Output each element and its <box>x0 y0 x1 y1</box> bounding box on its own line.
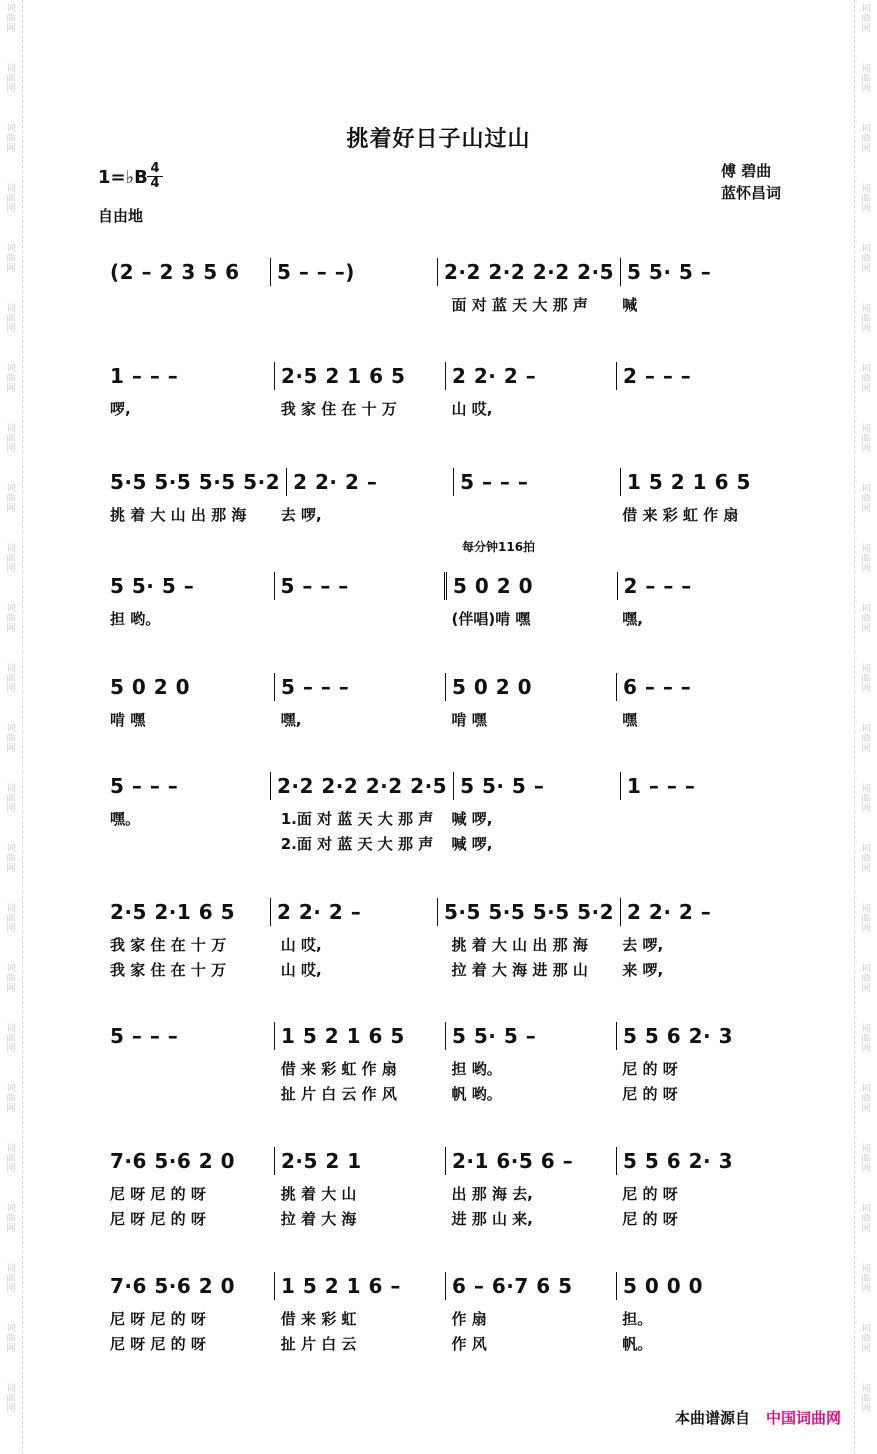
watermark-text: 词 曲 网 <box>861 244 871 274</box>
lyric-segment: 嘿 <box>622 711 638 729</box>
lyrics-line <box>104 398 787 420</box>
watermark-text: 词 曲 网 <box>861 724 871 754</box>
lyric-segment: 尼 的 呀 <box>622 1210 678 1228</box>
lyric-segment: 尼 的 呀 <box>622 1085 678 1103</box>
time-numerator: 4 <box>147 162 163 177</box>
watermark-text: 词 曲 网 <box>861 64 871 94</box>
lyrics-line <box>104 294 787 316</box>
measure: (2 – 2 3 5 6 <box>110 260 240 284</box>
measure: 5·5 5·5 5·5 5·2 <box>110 470 281 494</box>
lyric-segment <box>104 833 275 855</box>
measure: 5 5· 5 – <box>445 1022 616 1050</box>
measure: 1 – – – <box>620 772 787 800</box>
watermark-text: 词 曲 网 <box>861 844 871 874</box>
lyric-segment: 去 啰, <box>622 936 664 954</box>
score-system <box>104 1262 787 1357</box>
measure: 2 2· 2 – <box>270 898 437 926</box>
measure: 5 5· 5 – <box>620 258 787 286</box>
lyric-segment <box>275 608 446 630</box>
watermark-text: 词 曲 网 <box>6 424 16 454</box>
time-denominator: 4 <box>150 176 160 191</box>
lyric-segment: 嘿, <box>280 711 302 729</box>
lyric-segment: 面 对 蓝 天 大 那 声 <box>451 296 588 314</box>
measure: 2·2 2·2 2·2 2·5 <box>437 258 620 286</box>
lyric-segment: 尼 的 呀 <box>622 1185 678 1203</box>
measure: 5 5· 5 – <box>453 772 620 800</box>
watermark-text: 词 曲 网 <box>861 124 871 154</box>
watermark-text: 词 曲 网 <box>861 1084 871 1114</box>
measure: 6 – – – <box>616 673 787 701</box>
watermark-text: 词 曲 网 <box>6 724 16 754</box>
lyric-segment: 啃 嘿 <box>451 711 487 729</box>
measure: 5 – – – <box>453 468 620 496</box>
watermark-text: 词 曲 网 <box>861 4 871 34</box>
watermark-text: 词 曲 网 <box>861 484 871 514</box>
lyrics-line <box>104 504 787 526</box>
lyric-segment: 喊 啰, <box>451 810 493 828</box>
watermark-text: 词 曲 网 <box>6 4 16 34</box>
watermark-text: 词 曲 网 <box>6 1024 16 1054</box>
lyric-segment: 尼 呀 尼 的 呀 <box>110 1335 206 1353</box>
lyric-segment: 1.面 对 蓝 天 大 那 声 <box>280 810 434 828</box>
lyrics-line <box>104 608 787 630</box>
score-system <box>104 888 787 983</box>
watermark-text: 词 曲 网 <box>6 964 16 994</box>
lyric-segment: 扯 片 白 云 作 风 <box>280 1085 397 1103</box>
measure: 2·2 2·2 2·2 2·5 <box>270 772 453 800</box>
tempo-marking: 自由地 <box>98 207 144 225</box>
watermark-text: 词 曲 网 <box>6 64 16 94</box>
lyrics-line <box>104 709 787 731</box>
lyric-segment: 我 家 住 在 十 万 <box>110 936 227 954</box>
lyric-segment <box>275 294 446 316</box>
lyric-segment: 作 风 <box>451 1335 487 1353</box>
lyrics-line <box>104 1058 787 1080</box>
lyric-segment: 担 哟。 <box>110 610 161 628</box>
lyric-segment: 借 来 彩 虹 <box>280 1310 357 1328</box>
measure: 2·5 2 1 6 5 <box>274 362 445 390</box>
watermark-text: 词 曲 网 <box>861 1024 871 1054</box>
lyric-segment: 帆 哟。 <box>451 1085 502 1103</box>
lyric-segment: 挑 着 大 山 <box>280 1185 357 1203</box>
site-name[interactable]: 中国词曲网 <box>765 1409 841 1427</box>
lyric-segment: 挑 着 大 山 出 那 海 <box>110 506 247 524</box>
measure: 5 – – – <box>110 1024 179 1048</box>
measure: 5 – – –) <box>270 258 437 286</box>
watermark-text: 词 曲 网 <box>6 304 16 334</box>
lyric-segment: 嘿。 <box>110 810 141 828</box>
watermark-text: 词 曲 网 <box>6 904 16 934</box>
watermark-text: 词 曲 网 <box>6 1264 16 1294</box>
watermark-text: 词 曲 网 <box>6 664 16 694</box>
measure: 2 – – – <box>617 572 788 600</box>
lyric-segment: 嘿, <box>622 610 643 628</box>
measure: 1 – – – <box>110 364 179 388</box>
watermark-text: 词 曲 网 <box>861 604 871 634</box>
measure: 2 2· 2 – <box>445 362 616 390</box>
score-system <box>104 663 787 758</box>
lyrics-line <box>104 1333 787 1355</box>
lyrics-line <box>104 1308 787 1330</box>
lyric-segment <box>104 294 275 316</box>
measure: 2·5 2·1 6 5 <box>110 900 236 924</box>
lyric-segment: 出 那 海 去, <box>451 1185 533 1203</box>
lyric-segment: 2.面 对 蓝 天 大 那 声 <box>280 835 434 853</box>
measure: 5 0 2 0 <box>445 673 616 701</box>
watermark-text: 词 曲 网 <box>6 1144 16 1174</box>
lyric-segment: 担。 <box>622 1310 653 1328</box>
lyric-segment: 喊 啰, <box>451 835 493 853</box>
measure: 5 0 0 0 <box>616 1272 787 1300</box>
watermark-text: 词 曲 网 <box>861 304 871 334</box>
score-system <box>104 762 787 857</box>
tempo-change: 每分钟116拍 <box>462 540 536 554</box>
source-footer <box>675 1407 841 1428</box>
watermark-text: 词 曲 网 <box>6 1324 16 1354</box>
key-signature: 1=♭B <box>98 167 148 188</box>
watermark-text: 词 曲 网 <box>861 784 871 814</box>
notes-row <box>104 898 787 926</box>
watermark-text: 词 曲 网 <box>6 844 16 874</box>
measure: 2 2· 2 – <box>620 898 787 926</box>
watermark-text: 词 曲 网 <box>6 604 16 634</box>
notes-row <box>104 1147 787 1175</box>
measure: 5 – – – <box>274 572 445 600</box>
notes-row <box>104 572 787 600</box>
score-system <box>104 1137 787 1232</box>
score-system <box>104 1012 787 1107</box>
lyric-segment: 啃 嘿 <box>110 711 146 729</box>
watermark-text: 词 曲 网 <box>861 964 871 994</box>
measure: 1 5 2 1 6 5 <box>620 468 787 496</box>
measure: 5 0 2 0 <box>444 572 617 600</box>
notes-row <box>104 258 787 286</box>
lyrics-line <box>104 833 787 855</box>
measure: 5 – – – <box>274 673 445 701</box>
lyric-segment <box>446 504 617 526</box>
lyric-segment: 帆。 <box>622 1335 653 1353</box>
lyric-segment: 尼 呀 尼 的 呀 <box>110 1310 206 1328</box>
lyric-segment: 进 那 山 来, <box>451 1210 533 1228</box>
measure: 5 5 6 2· 3 <box>616 1147 787 1175</box>
lyric-segment: 尼 呀 尼 的 呀 <box>110 1185 206 1203</box>
watermark-text: 词 曲 网 <box>6 484 16 514</box>
lyric-segment: 借 来 彩 虹 作 扇 <box>622 506 739 524</box>
lyrics-line <box>104 1208 787 1230</box>
left-watermark-strip <box>0 0 23 1454</box>
source-label: 本曲谱源自 <box>674 1409 750 1427</box>
lyric-segment <box>104 1083 275 1105</box>
score-system <box>104 458 787 553</box>
lyric-segment <box>104 1058 275 1080</box>
watermark-text: 词 曲 网 <box>6 364 16 394</box>
credits <box>721 160 781 204</box>
watermark-text: 词 曲 网 <box>861 1204 871 1234</box>
measure: 5·5 5·5 5·5 5·2 <box>437 898 620 926</box>
watermark-text: 词 曲 网 <box>861 364 871 394</box>
watermark-text: 词 曲 网 <box>861 1264 871 1294</box>
score-system <box>104 352 787 447</box>
measure: 6 – 6·7 6 5 <box>445 1272 616 1300</box>
lyric-segment: 尼 的 呀 <box>622 1060 678 1078</box>
watermark-text: 词 曲 网 <box>6 1204 16 1234</box>
lyric-segment <box>616 833 787 855</box>
lyric-segment <box>616 398 787 420</box>
measure: 1 5 2 1 6 – <box>274 1272 445 1300</box>
measure: 5 0 2 0 <box>110 675 191 699</box>
watermark-text: 词 曲 网 <box>6 1384 16 1414</box>
lyric-segment: 担 哟。 <box>451 1060 502 1078</box>
watermark-text: 词 曲 网 <box>861 904 871 934</box>
time-signature <box>147 162 163 191</box>
lyrics-line <box>104 934 787 956</box>
right-watermark-strip <box>854 0 877 1454</box>
watermark-text: 词 曲 网 <box>861 1324 871 1354</box>
measure: 7·6 5·6 2 0 <box>110 1149 236 1173</box>
watermark-text: 词 曲 网 <box>861 1384 871 1414</box>
measure: 2 – – – <box>616 362 787 390</box>
lyric-segment: 扯 片 白 云 <box>280 1335 357 1353</box>
watermark-text: 词 曲 网 <box>6 544 16 574</box>
watermark-text: 词 曲 网 <box>6 124 16 154</box>
score-system <box>104 540 787 657</box>
lyric-segment: 去 啰, <box>280 506 322 524</box>
measure: 2 2· 2 – <box>286 468 453 496</box>
lyric-segment: 借 来 彩 虹 作 扇 <box>280 1060 397 1078</box>
watermark-text: 词 曲 网 <box>6 244 16 274</box>
lyric-segment: 作 扇 <box>451 1310 487 1328</box>
measure: 1 5 2 1 6 5 <box>274 1022 445 1050</box>
notes-row <box>104 1272 787 1300</box>
watermark-text: 词 曲 网 <box>861 664 871 694</box>
lyrics-line <box>104 1183 787 1205</box>
watermark-text: 词 曲 网 <box>861 544 871 574</box>
notes-row <box>104 362 787 390</box>
lyricist-credit: 蓝怀昌词 <box>720 184 781 202</box>
notes-row <box>104 468 787 496</box>
lyric-segment: 喊 <box>622 296 638 314</box>
lyric-segment: 啰, <box>110 400 131 418</box>
lyric-segment: (伴唱)啃 嘿 <box>451 610 531 628</box>
score-system <box>104 248 787 343</box>
lyric-segment: 挑 着 大 山 出 那 海 <box>451 936 588 954</box>
measure: 2·5 2 1 <box>274 1147 445 1175</box>
notes-row <box>104 772 787 800</box>
lyric-segment <box>616 808 787 830</box>
lyric-segment: 来 啰, <box>622 961 664 979</box>
lyrics-line <box>104 808 787 830</box>
lyric-segment: 拉 着 大 海 <box>280 1210 357 1228</box>
measure: 5 5 6 2· 3 <box>616 1022 787 1050</box>
watermark-text: 词 曲 网 <box>861 1144 871 1174</box>
watermark-text: 词 曲 网 <box>861 184 871 214</box>
composer-credit: 傅 碧曲 <box>720 162 772 180</box>
lyric-segment: 山 哎, <box>451 400 493 418</box>
notes-row <box>104 673 787 701</box>
measure: 5 – – – <box>110 774 179 798</box>
lyric-segment: 我 家 住 在 十 万 <box>280 400 397 418</box>
watermark-text: 词 曲 网 <box>6 1084 16 1114</box>
lyrics-line <box>104 1083 787 1105</box>
measure: 7·6 5·6 2 0 <box>110 1274 236 1298</box>
watermark-text: 词 曲 网 <box>6 184 16 214</box>
watermark-text: 词 曲 网 <box>861 424 871 454</box>
notes-row <box>104 1022 787 1050</box>
watermark-text: 词 曲 网 <box>6 784 16 814</box>
lyric-segment: 山 哎, <box>280 936 322 954</box>
lyric-segment: 我 家 住 在 十 万 <box>110 961 227 979</box>
measure: 2·1 6·5 6 – <box>445 1147 616 1175</box>
song-title: 挑着好日子山过山 <box>346 127 531 152</box>
lyrics-line <box>104 959 787 981</box>
lyric-segment: 山 哎, <box>280 961 322 979</box>
lyric-segment: 尼 呀 尼 的 呀 <box>110 1210 206 1228</box>
measure: 5 5· 5 – <box>110 574 195 598</box>
lyric-segment: 拉 着 大 海 进 那 山 <box>451 961 588 979</box>
